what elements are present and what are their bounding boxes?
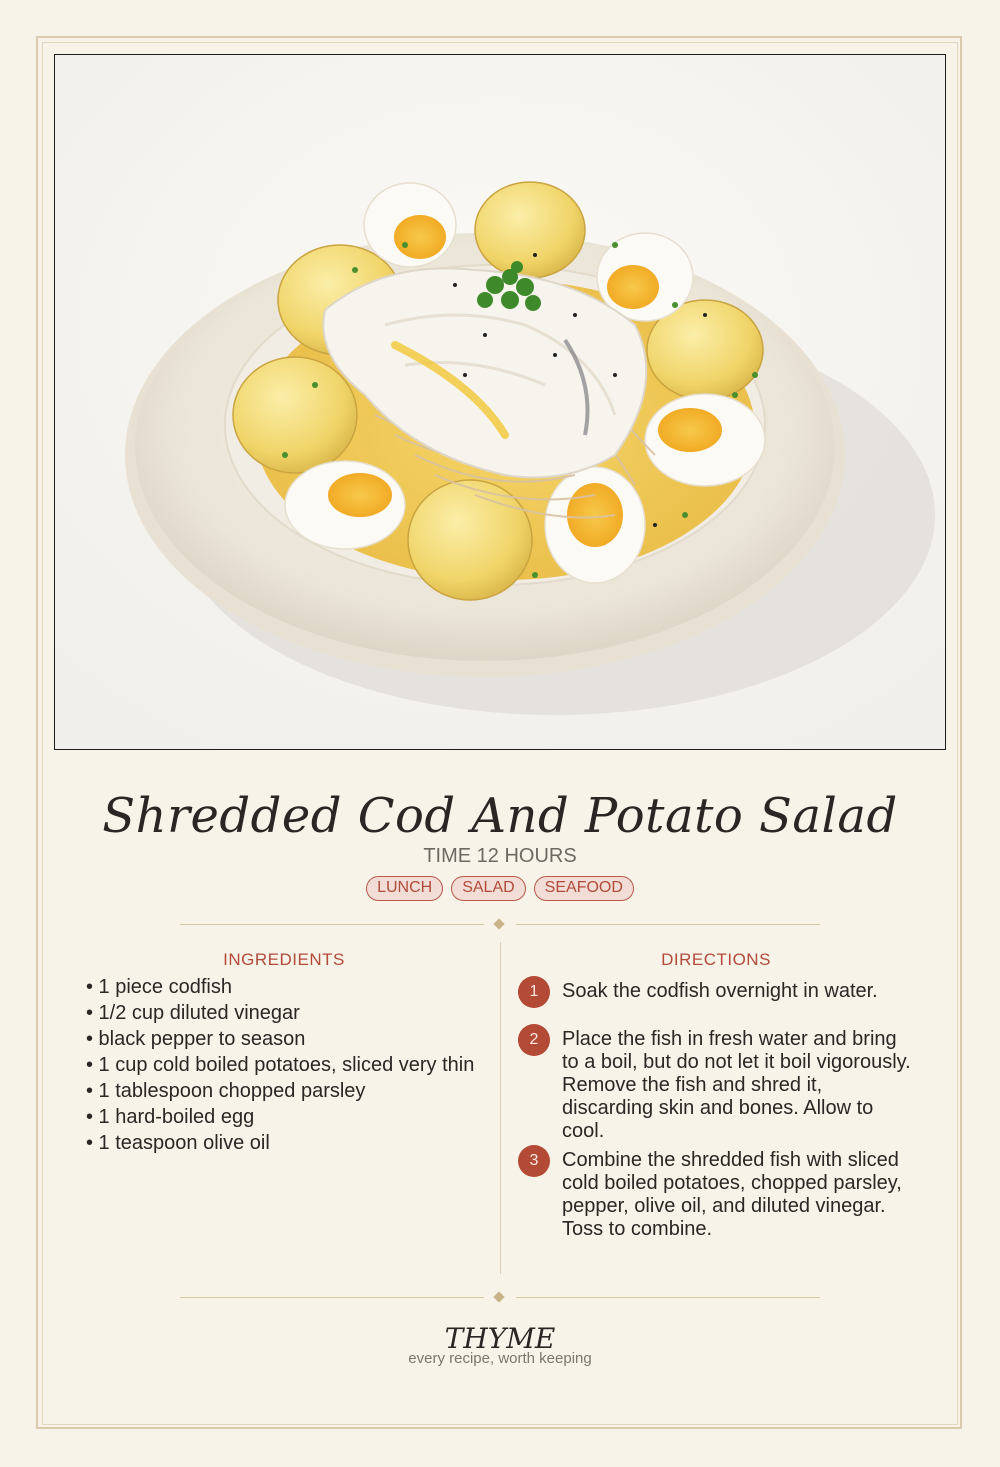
ingredient-item: • 1 tablespoon chopped parsley (86, 1080, 366, 1102)
tag-lunch[interactable]: LUNCH (366, 876, 443, 901)
recipe-title: Shredded Cod And Potato Salad (102, 788, 898, 844)
ingredient-item: • 1 piece codfish (86, 976, 232, 998)
step-number-badge: 2 (518, 1024, 550, 1056)
ingredient-item: • black pepper to season (86, 1028, 306, 1050)
egg-yolk (658, 408, 722, 452)
ingredient-item: • 1 cup cold boiled potatoes, sliced very thin (86, 1054, 475, 1076)
potato-slice (233, 357, 357, 473)
step-text: Soak the codfish overnight in water. (562, 980, 878, 1002)
tag-seafood[interactable]: SEAFOOD (534, 876, 634, 901)
step-number-badge: 1 (518, 976, 550, 1008)
brand-tagline: every recipe, worth keeping (408, 1350, 592, 1367)
step-number-badge: 3 (518, 1145, 550, 1177)
tag-salad[interactable]: SALAD (451, 876, 525, 901)
ingredients-list (86, 976, 486, 1158)
egg-yolk (607, 265, 659, 309)
directions-heading: DIRECTIONS (661, 950, 771, 969)
ingredient-item: • 1 teaspoon olive oil (86, 1132, 270, 1154)
ingredient-item: • 1/2 cup diluted vinegar (86, 1002, 300, 1024)
step-text: Place the fish in fresh water and bring to a boil, but do not let it boil vigorously. Remove the fish and shred it, discarding skin and bones. Allow to cool. (562, 1028, 911, 1142)
ingredients-heading: INGREDIENTS (223, 950, 345, 969)
brand-logo: THYME (444, 1322, 556, 1355)
ingredient-item: • 1 hard-boiled egg (86, 1106, 255, 1128)
potato-slice (475, 182, 585, 278)
egg-yolk (328, 473, 392, 517)
tag-list (0, 876, 1000, 901)
column-divider (500, 942, 501, 1274)
egg-yolk (394, 215, 446, 259)
divider-bottom (180, 1297, 820, 1298)
recipe-photo (54, 54, 946, 750)
cook-time: TIME 12 HOURS (423, 845, 577, 867)
step-text: Combine the shredded fish with sliced cold boiled potatoes, chopped parsley, pepper, olive oil, and diluted vinegar. Toss to combine. (562, 1149, 902, 1240)
divider-top (180, 924, 820, 925)
